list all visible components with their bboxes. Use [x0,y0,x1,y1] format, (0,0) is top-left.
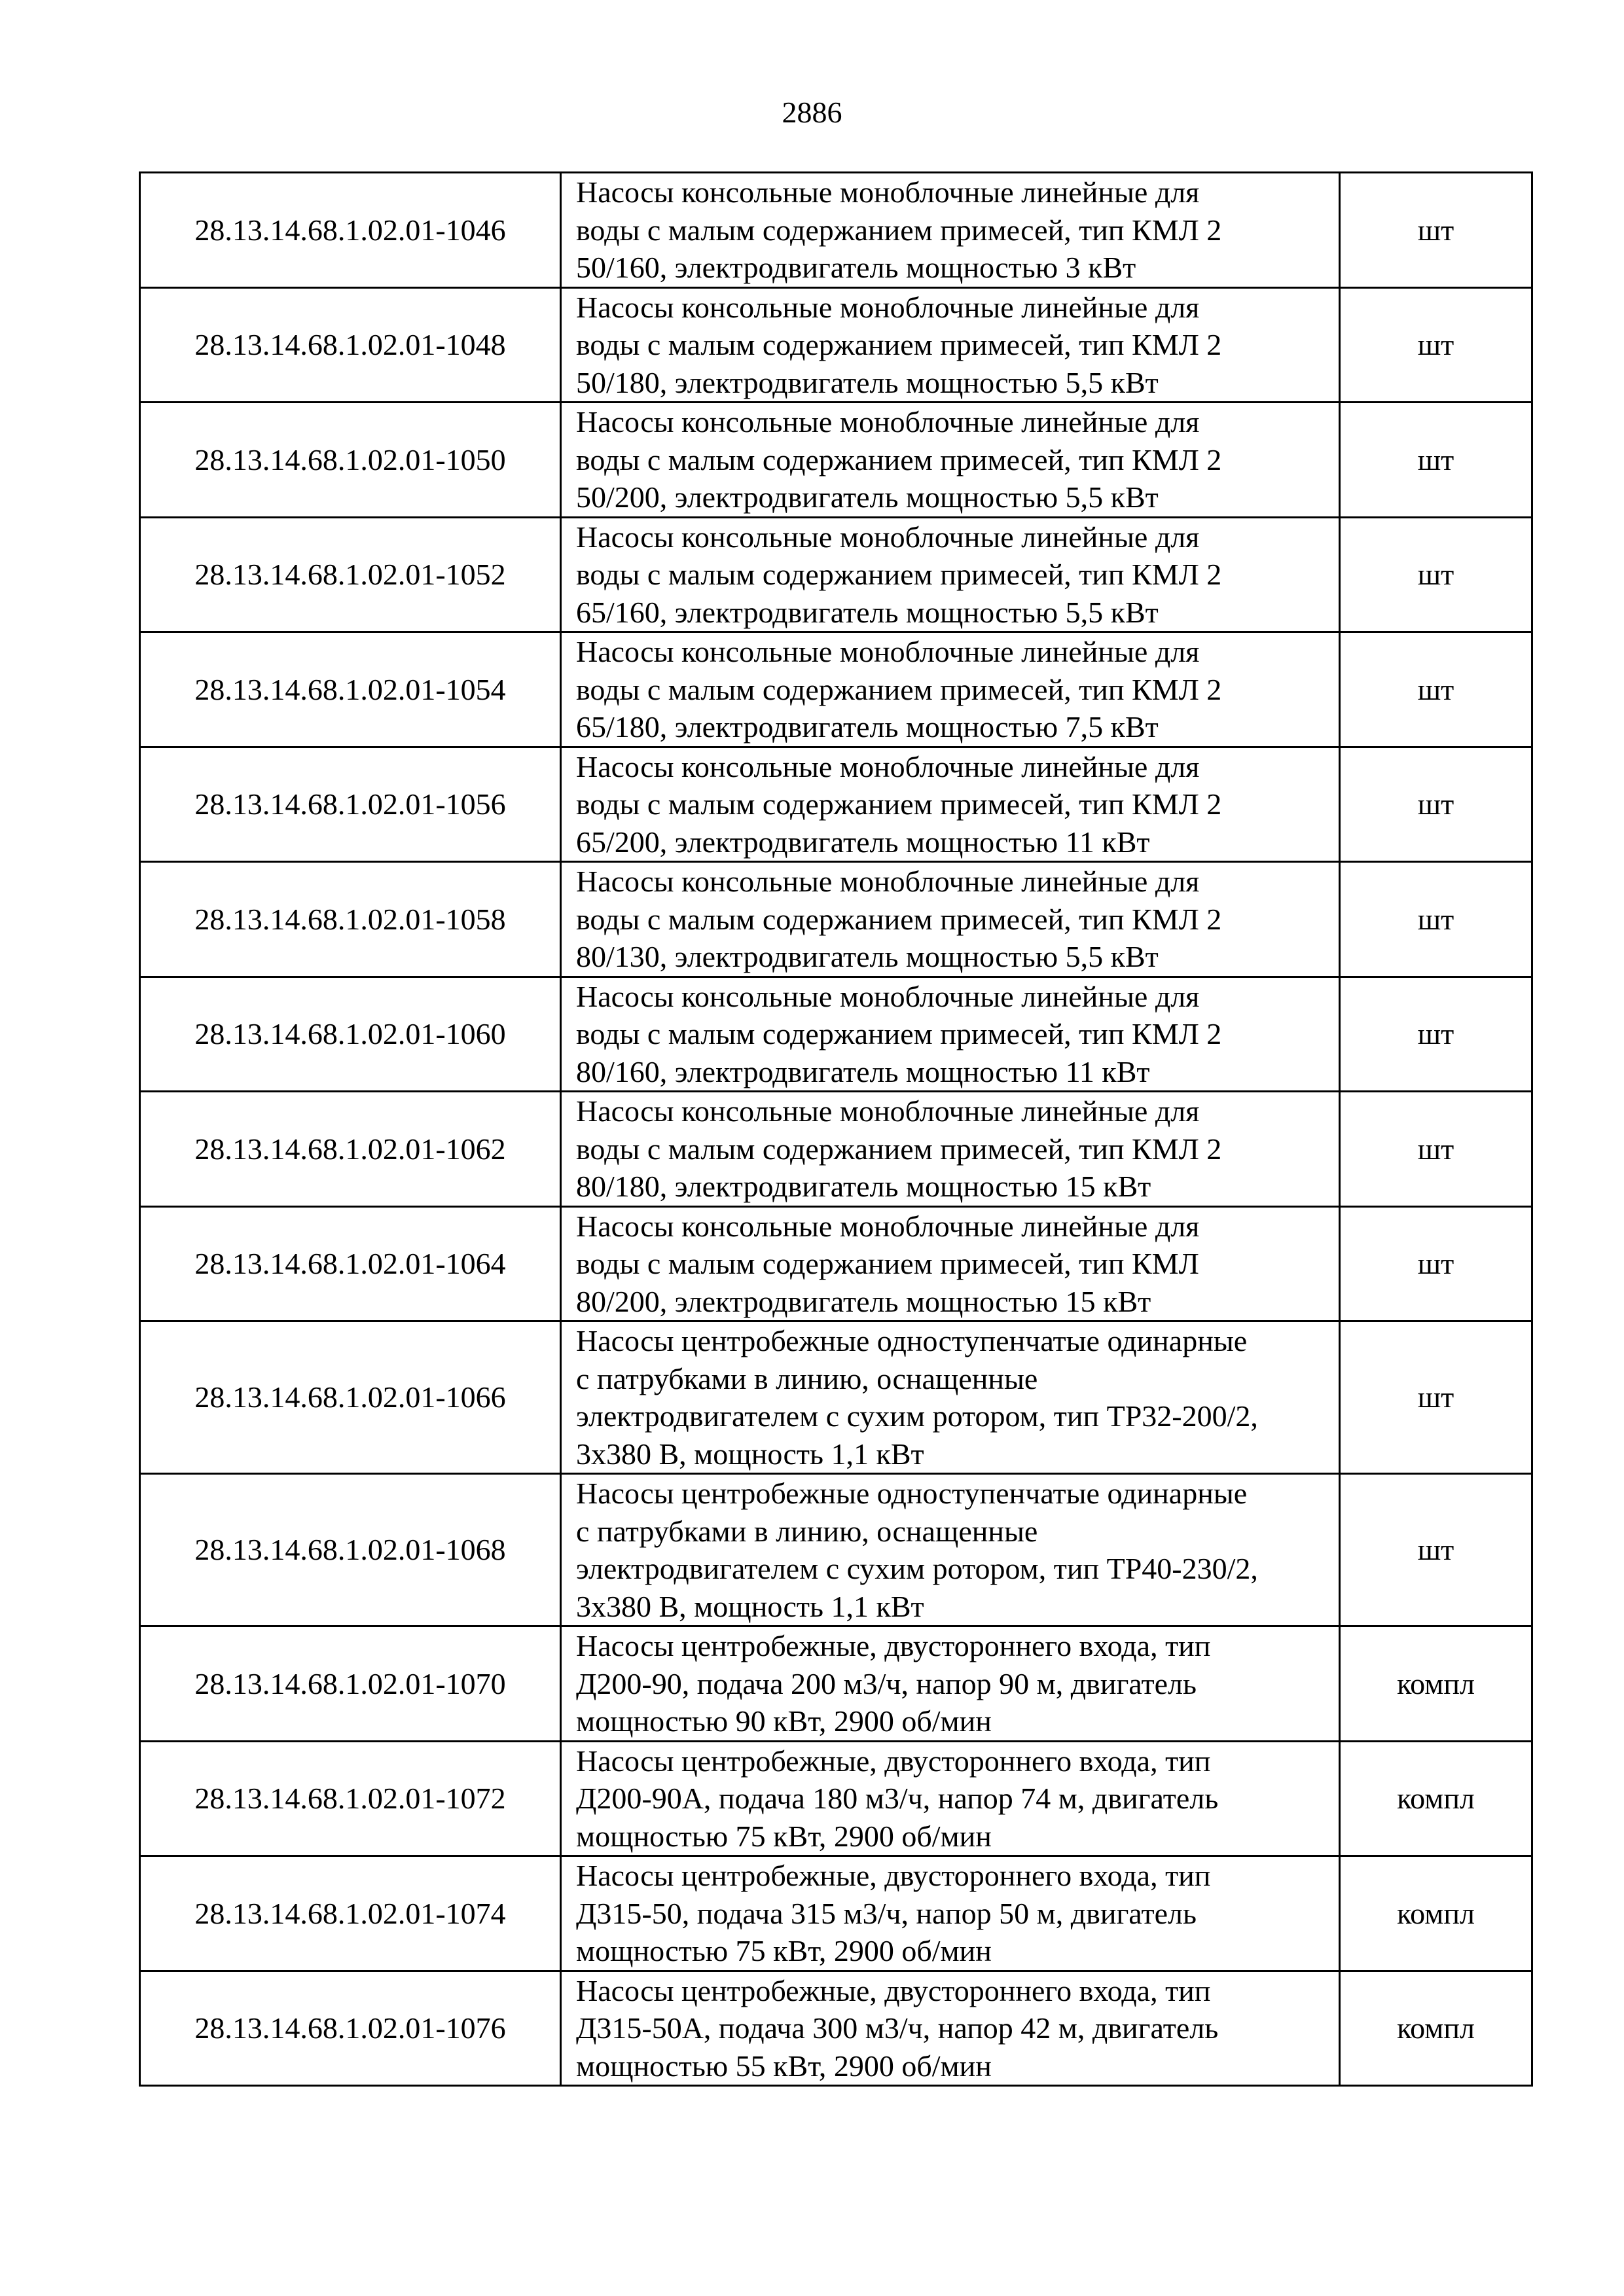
description-line: Насосы консольные моноблочные линейные для [576,979,1200,1013]
description-line: 80/160, электродвигатель мощностью 11 кВт [576,1054,1150,1088]
resource-code-cell: 28.13.14.68.1.02.01-1046 [140,173,561,288]
resource-code-cell: 28.13.14.68.1.02.01-1054 [140,632,561,747]
table-row [140,1321,1532,1474]
table-row [140,1971,1532,2086]
unit-cell: компл [1340,1971,1532,2086]
description-line: 50/160, электродвигатель мощностью 3 кВт [576,251,1136,284]
description-line: 80/200, электродвигатель мощностью 15 кВт [576,1284,1151,1318]
description-line: воды с малым содержанием примесей, тип КМЛ 2 [576,328,1222,361]
description-line: воды с малым содержанием примесей, тип КМЛ 2 [576,787,1222,821]
description-cell [561,1092,1340,1207]
table-row [140,977,1532,1092]
resource-code-cell: 28.13.14.68.1.02.01-1052 [140,517,561,632]
description-line: мощностью 55 кВт, 2900 об/мин [576,2049,992,2083]
description-line: мощностью 75 кВт, 2900 об/мин [576,1934,992,1967]
description-line: воды с малым содержанием примесей, тип КМЛ 2 [576,672,1222,706]
table-row [140,517,1532,632]
page-number: 2886 [782,96,842,129]
description-line: воды с малым содержанием примесей, тип КМЛ 2 [576,1132,1222,1166]
description-cell [561,1971,1340,2086]
description-line: электродвигателем с сухим ротором, тип TP32-200/2, [576,1399,1258,1433]
description-cell [561,517,1340,632]
description-line: с патрубками в линию, оснащенные [576,1361,1038,1395]
unit-cell: шт [1340,403,1532,518]
description-line: 65/180, электродвигатель мощностью 7,5 кВт [576,710,1159,744]
description-line: Насосы центробежные, двустороннего входа, тип [576,1859,1211,1892]
description-line: Насосы консольные моноблочные линейные для [576,1094,1200,1128]
resource-code-cell: 28.13.14.68.1.02.01-1076 [140,1971,561,2086]
resource-code-cell: 28.13.14.68.1.02.01-1058 [140,862,561,977]
description-cell [561,1206,1340,1321]
description-line: Насосы центробежные, двустороннего входа, тип [576,1629,1211,1662]
description-line: Д200-90, подача 200 м3/ч, напор 90 м, двигатель [576,1666,1197,1700]
description-line: 3x380 В, мощность 1,1 кВт [576,1437,924,1471]
unit-cell: шт [1340,1092,1532,1207]
description-cell [561,173,1340,288]
resource-code-cell: 28.13.14.68.1.02.01-1056 [140,747,561,862]
unit-cell: компл [1340,1741,1532,1856]
resource-code-cell: 28.13.14.68.1.02.01-1062 [140,1092,561,1207]
table-row [140,287,1532,403]
description-line: 50/180, электродвигатель мощностью 5,5 кВт [576,365,1159,399]
description-cell [561,287,1340,403]
description-line: мощностью 75 кВт, 2900 об/мин [576,1819,992,1853]
unit-cell: шт [1340,862,1532,977]
description-line: воды с малым содержанием примесей, тип КМЛ 2 [576,442,1222,476]
description-line: 50/200, электродвигатель мощностью 5,5 кВт [576,480,1159,514]
description-cell [561,1321,1340,1474]
description-cell [561,632,1340,747]
description-line: Д315-50, подача 315 м3/ч, напор 50 м, двигатель [576,1896,1197,1930]
description-line: воды с малым содержанием примесей, тип КМЛ 2 [576,558,1222,591]
description-line: Насосы консольные моноблочные линейные для [576,635,1200,668]
description-line: 80/180, электродвигатель мощностью 15 кВт [576,1170,1151,1203]
description-line: Насосы консольные моноблочные линейные для [576,865,1200,898]
description-cell [561,862,1340,977]
description-line: Насосы консольные моноблочные линейные для [576,1209,1200,1243]
table-row [140,1626,1532,1742]
resource-code-cell: 28.13.14.68.1.02.01-1050 [140,403,561,518]
description-line: Насосы консольные моноблочные линейные для [576,175,1200,209]
resource-code-cell: 28.13.14.68.1.02.01-1048 [140,287,561,403]
unit-cell: шт [1340,747,1532,862]
description-line: 65/200, электродвигатель мощностью 11 кВт [576,825,1150,859]
description-line: воды с малым содержанием примесей, тип КМЛ 2 [576,902,1222,936]
description-line: мощностью 90 кВт, 2900 об/мин [576,1704,992,1738]
unit-cell: компл [1340,1626,1532,1742]
catalog-table-body [140,173,1532,2086]
table-row [140,1856,1532,1971]
description-cell [561,747,1340,862]
description-cell [561,1474,1340,1626]
description-cell [561,977,1340,1092]
description-cell [561,1856,1340,1971]
description-line: Насосы консольные моноблочные линейные для [576,520,1200,554]
description-line: Насосы консольные моноблочные линейные для [576,749,1200,783]
unit-cell: шт [1340,517,1532,632]
catalog-table [139,171,1533,2087]
resource-code-cell: 28.13.14.68.1.02.01-1072 [140,1741,561,1856]
table-row [140,1474,1532,1626]
description-line: 3x380 В, мощность 1,1 кВт [576,1589,924,1623]
unit-cell: шт [1340,1321,1532,1474]
unit-cell: компл [1340,1856,1532,1971]
description-line: 65/160, электродвигатель мощностью 5,5 кВт [576,595,1159,629]
table-row [140,173,1532,288]
table-row [140,862,1532,977]
resource-code-cell: 28.13.14.68.1.02.01-1070 [140,1626,561,1742]
table-row [140,747,1532,862]
description-line: воды с малым содержанием примесей, тип КМЛ 2 [576,213,1222,247]
description-cell [561,403,1340,518]
resource-code-cell: 28.13.14.68.1.02.01-1068 [140,1474,561,1626]
unit-cell: шт [1340,287,1532,403]
description-line: 80/130, электродвигатель мощностью 5,5 кВт [576,940,1159,973]
unit-cell: шт [1340,977,1532,1092]
unit-cell: шт [1340,173,1532,288]
description-line: с патрубками в линию, оснащенные [576,1514,1038,1548]
description-line: Насосы центробежные, двустороннего входа, тип [576,1973,1211,2007]
table-row [140,1092,1532,1207]
description-line: Насосы центробежные одноступенчатые одинарные [576,1324,1248,1357]
description-line: Насосы центробежные, двустороннего входа, тип [576,1744,1211,1778]
table-row [140,403,1532,518]
table-row [140,1741,1532,1856]
description-line: электродвигателем с сухим ротором, тип TP40-230/2, [576,1552,1258,1585]
unit-cell: шт [1340,1474,1532,1626]
resource-code-cell: 28.13.14.68.1.02.01-1066 [140,1321,561,1474]
table-row [140,632,1532,747]
description-cell [561,1741,1340,1856]
description-line: Д200-90А, подача 180 м3/ч, напор 74 м, двигатель [576,1782,1219,1815]
description-line: воды с малым содержанием примесей, тип КМЛ [576,1247,1199,1280]
description-line: Д315-50А, подача 300 м3/ч, напор 42 м, двигатель [576,2011,1219,2045]
description-line: Насосы центробежные одноступенчатые одинарные [576,1477,1248,1510]
table-row [140,1206,1532,1321]
description-cell [561,1626,1340,1742]
unit-cell: шт [1340,1206,1532,1321]
unit-cell: шт [1340,632,1532,747]
description-line: Насосы консольные моноблочные линейные для [576,405,1200,439]
resource-code-cell: 28.13.14.68.1.02.01-1060 [140,977,561,1092]
description-line: воды с малым содержанием примесей, тип КМЛ 2 [576,1017,1222,1050]
resource-code-cell: 28.13.14.68.1.02.01-1064 [140,1206,561,1321]
resource-code-cell: 28.13.14.68.1.02.01-1074 [140,1856,561,1971]
description-line: Насосы консольные моноблочные линейные для [576,290,1200,324]
